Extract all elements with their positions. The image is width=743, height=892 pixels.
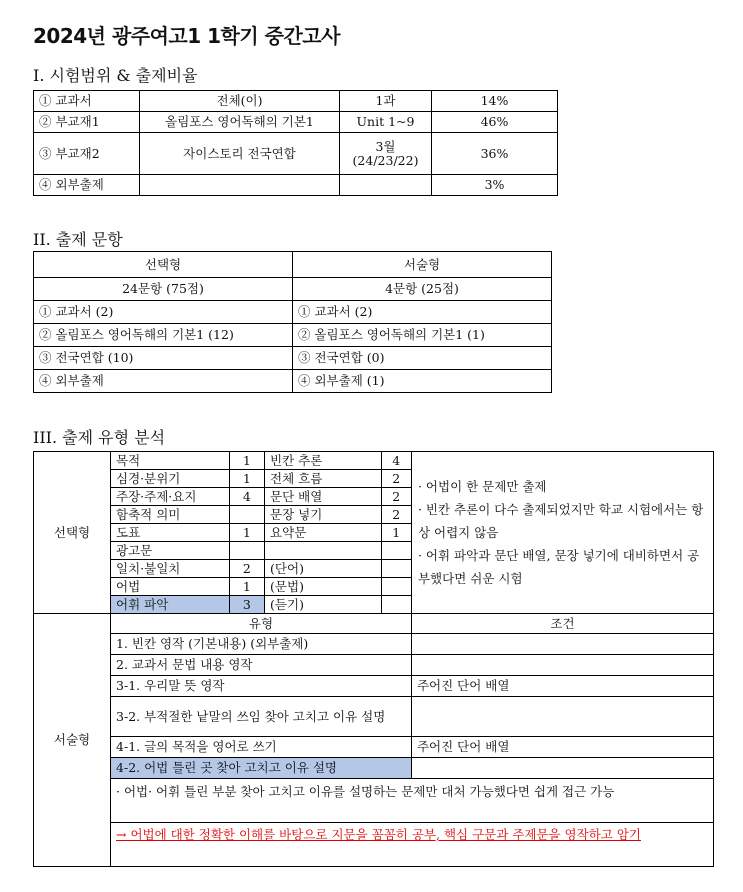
table-row xyxy=(34,347,552,370)
sa-item: ③ 전국연합 (0) xyxy=(293,347,552,370)
mc-type: 문단 배열 xyxy=(265,488,382,506)
scope-ratio: 36% xyxy=(432,133,558,175)
table-row xyxy=(34,370,552,393)
mc-count xyxy=(381,596,411,614)
table-row xyxy=(34,175,558,196)
scope-ratio: 46% xyxy=(432,112,558,133)
mc-count: 1 xyxy=(229,578,264,596)
scope-range: 전체(이) xyxy=(140,91,340,112)
mc-type: (단어) xyxy=(265,560,382,578)
scope-name: ③ 부교재2 xyxy=(34,133,140,175)
table-row xyxy=(34,676,714,697)
sa-type: 3-1. 우리말 뜻 영작 xyxy=(111,676,412,697)
sa-cond xyxy=(411,697,713,737)
scope-unit xyxy=(340,175,432,196)
table-row xyxy=(34,278,552,301)
mc-type: 요약문 xyxy=(265,524,382,542)
sa-header: 서술형 xyxy=(293,252,552,278)
table-row xyxy=(34,452,714,470)
table-row xyxy=(34,823,714,867)
mc-section-label: 선택형 xyxy=(34,452,111,614)
mc-type: 광고문 xyxy=(111,542,230,560)
mc-note: · 어휘 파악과 문단 배열, 문장 넣기에 대비하면서 공부했다면 쉬운 시험 xyxy=(417,548,700,586)
mc-note: · 어법이 한 문제만 출제 xyxy=(417,479,547,494)
mc-type: 빈칸 추론 xyxy=(265,452,382,470)
sa-item: ④ 외부출제 (1) xyxy=(293,370,552,393)
mc-type: 도표 xyxy=(111,524,230,542)
mc-count: 1 xyxy=(229,452,264,470)
sa-total: 4문항 (25점) xyxy=(293,278,552,301)
mc-item: ① 교과서 (2) xyxy=(34,301,293,324)
sa-cond-header: 조건 xyxy=(411,614,713,634)
sa-cond xyxy=(411,634,713,655)
mc-type: 전체 흐름 xyxy=(265,470,382,488)
mc-type: (듣기) xyxy=(265,596,382,614)
mc-count xyxy=(381,560,411,578)
sa-type: 3-2. 부적절한 낱말의 쓰임 찾아 고치고 이유 설명 xyxy=(111,697,412,737)
mc-count: 4 xyxy=(381,452,411,470)
table-row xyxy=(34,324,552,347)
question-count-table xyxy=(33,251,552,393)
mc-count xyxy=(229,506,264,524)
mc-count: 2 xyxy=(381,488,411,506)
table-row xyxy=(34,697,714,737)
page-title: 2024년 광주여고1 1학기 중간고사 xyxy=(33,24,340,48)
sa-type: 2. 교과서 문법 내용 영작 xyxy=(111,655,412,676)
mc-header: 선택형 xyxy=(34,252,293,278)
table-row xyxy=(34,614,714,634)
mc-type-highlighted: 어휘 파악 xyxy=(111,596,230,614)
sa-type-highlighted: 4-2. 어법 틀린 곳 찾아 고치고 이유 설명 xyxy=(111,758,412,779)
table-row xyxy=(34,634,714,655)
scope-unit xyxy=(340,133,432,175)
mc-type: (문법) xyxy=(265,578,382,596)
table-row xyxy=(34,779,714,823)
table-row xyxy=(34,737,714,758)
type-analysis-table xyxy=(33,451,714,867)
table-row xyxy=(34,112,558,133)
mc-type: 주장·주제·요지 xyxy=(111,488,230,506)
table-row xyxy=(34,655,714,676)
scope-unit-line1: 3월 xyxy=(375,138,396,154)
sa-cond: 주어진 단어 배열 xyxy=(411,737,713,758)
sa-type: 1. 빈칸 영작 (기본내용) (외부출제) xyxy=(111,634,412,655)
mc-count xyxy=(381,542,411,560)
table-row xyxy=(34,758,714,779)
mc-type: 어법 xyxy=(111,578,230,596)
scope-range: 올림포스 영어독해의 기본1 xyxy=(140,112,340,133)
table-row xyxy=(34,91,558,112)
mc-count: 2 xyxy=(229,560,264,578)
sa-item: ② 올림포스 영어독해의 기본1 (1) xyxy=(293,324,552,347)
scope-ratio: 3% xyxy=(432,175,558,196)
mc-type: 목적 xyxy=(111,452,230,470)
scope-unit: Unit 1~9 xyxy=(340,112,432,133)
scope-unit-line2: (24/23/22) xyxy=(352,152,419,168)
sa-tip: → 어법에 대한 정확한 이해를 바탕으로 지문을 꼼꼼히 공부, 핵심 구문과 주제문을 영작하고 암기 xyxy=(116,827,641,842)
mc-item: ② 올림포스 영어독해의 기본1 (12) xyxy=(34,324,293,347)
section3-heading: III. 출제 유형 분석 xyxy=(33,428,166,447)
mc-type: 심경·분위기 xyxy=(111,470,230,488)
mc-type: 문장 넣기 xyxy=(265,506,382,524)
scope-name: ④ 외부출제 xyxy=(34,175,140,196)
mc-type: 함축적 의미 xyxy=(111,506,230,524)
mc-item: ④ 외부출제 xyxy=(34,370,293,393)
scope-name: ② 부교재1 xyxy=(34,112,140,133)
table-row xyxy=(34,133,558,175)
sa-item: ① 교과서 (2) xyxy=(293,301,552,324)
sa-section-label: 서술형 xyxy=(34,614,111,867)
scope-name: ① 교과서 xyxy=(34,91,140,112)
mc-item: ③ 전국연합 (10) xyxy=(34,347,293,370)
mc-count: 1 xyxy=(381,524,411,542)
scope-unit: 1과 xyxy=(340,91,432,112)
mc-notes xyxy=(411,452,713,614)
mc-count: 1 xyxy=(229,470,264,488)
exam-scope-table xyxy=(33,90,558,196)
mc-type: 일치·불일치 xyxy=(111,560,230,578)
mc-note: · 빈칸 추론이 다수 출제되었지만 학교 시험에서는 항상 어렵지 않음 xyxy=(417,502,704,540)
mc-total: 24문항 (75점) xyxy=(34,278,293,301)
mc-count: 2 xyxy=(381,506,411,524)
mc-count xyxy=(381,578,411,596)
sa-note: · 어법· 어휘 틀린 부분 찾아 고치고 이유를 설명하는 문제만 대처 가능했다면 쉽게 접근 가능 xyxy=(111,779,714,823)
table-row xyxy=(34,301,552,324)
sa-type-header: 유형 xyxy=(111,614,412,634)
sa-tip-cell xyxy=(111,823,714,867)
mc-count: 4 xyxy=(229,488,264,506)
mc-count: 1 xyxy=(229,524,264,542)
section1-heading: I. 시험범위 & 출제비율 xyxy=(33,66,198,85)
sa-type: 4-1. 글의 목적을 영어로 쓰기 xyxy=(111,737,412,758)
scope-range xyxy=(140,175,340,196)
mc-type xyxy=(265,542,382,560)
mc-count xyxy=(229,542,264,560)
scope-ratio: 14% xyxy=(432,91,558,112)
table-row xyxy=(34,252,552,278)
section2-heading: II. 출제 문항 xyxy=(33,230,123,249)
mc-count: 2 xyxy=(381,470,411,488)
sa-cond: 주어진 단어 배열 xyxy=(411,676,713,697)
scope-range: 자이스토리 전국연합 xyxy=(140,133,340,175)
sa-cond xyxy=(411,655,713,676)
sa-cond xyxy=(411,758,713,779)
mc-count-highlighted: 3 xyxy=(229,596,264,614)
